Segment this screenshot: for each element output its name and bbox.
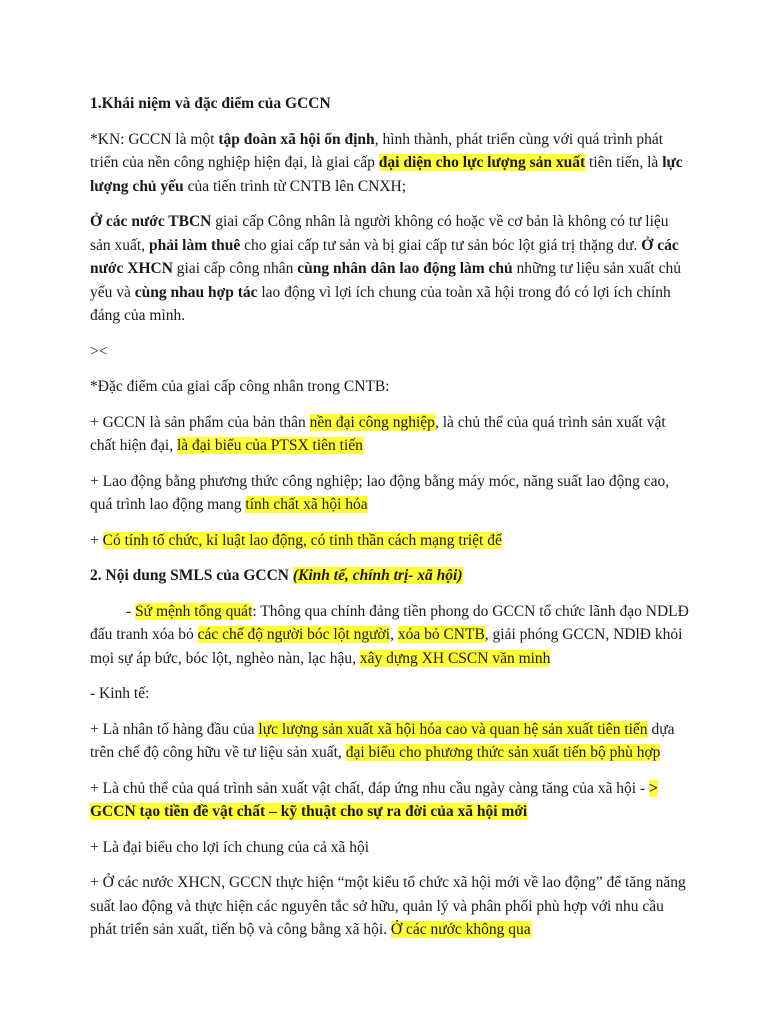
text-run: của tiến trình từ CNTB lên CNXH; bbox=[183, 177, 407, 195]
text-run: *KN: GCCN là một bbox=[90, 130, 219, 148]
bold-run: Ở các nước XHCN bbox=[90, 236, 679, 277]
highlight-run: các chế độ người bóc lột người bbox=[197, 626, 391, 643]
highlight-run: đại diện cho lực lượng sản xuất bbox=[378, 154, 586, 171]
text-run: lao động vì lợi ích chung của toàn xã hội trong đó có lợi ích chính đáng của mình. bbox=[90, 283, 671, 324]
bold-run: phải làm thuê bbox=[148, 236, 241, 254]
document-page bbox=[90, 92, 690, 954]
text-run: , giải phóng GCCN, NDlĐ khỏi mọi sự áp bức, bóc lột, nghèo nàn, lạc hậu, bbox=[90, 626, 683, 667]
general-mission-paragraph bbox=[90, 600, 690, 671]
text-run: giai cấp công nhân bbox=[172, 260, 298, 277]
characteristics-title: *Đặc điểm của giai cấp công nhân trong CNTB: bbox=[90, 378, 390, 395]
economy-item-2 bbox=[90, 777, 690, 824]
text-run: những tư liệu sản xuất chủ yếu và bbox=[90, 260, 681, 301]
bold-run: lực lượng chủ yếu bbox=[90, 154, 683, 195]
text-run: + Là nhân tố hàng đầu của bbox=[90, 720, 259, 738]
highlight-run: là đại biểu của PTSX tiên tiến bbox=[176, 437, 363, 454]
characteristic-item-3 bbox=[90, 529, 690, 553]
highlight-run: (Kinh tế, chính trị- xã hội) bbox=[292, 567, 463, 584]
text-run: : Thông qua chính đảng tiền phong do GCCN tổ chức lãnh đạo NDLĐ đấu tranh xóa bỏ bbox=[90, 602, 689, 643]
characteristic-item-2 bbox=[90, 470, 690, 517]
highlight-run: Sứ mệnh tổng quát bbox=[135, 602, 253, 620]
bold-run: Ở các nước TBCN bbox=[90, 213, 212, 230]
economy-title: - Kinh tế: bbox=[90, 685, 150, 702]
economy-item-4 bbox=[90, 871, 690, 942]
highlight-run: xây dựng XH CSCN văn minh bbox=[359, 649, 551, 667]
text-run: 2. Nội dung SMLS của GCCN bbox=[90, 567, 293, 584]
text-run: cho giai cấp tư sản và bị giai cấp tư sản bóc lột giá trị thặng dư. bbox=[240, 236, 642, 254]
highlight-run: Ở các nước không qua bbox=[390, 921, 531, 938]
text-run: - bbox=[126, 602, 136, 620]
highlight-run: Có tính tổ chức, kỉ luật lao động, có tinh thần cách mạng triệt để bbox=[102, 531, 502, 549]
text-run: + Là chủ thể của quá trình sản xuất vật chất, đáp ứng nhu cầu ngày càng tăng của xã hội - bbox=[90, 779, 650, 797]
text-run: , bbox=[390, 626, 398, 643]
highlight-run: đại biểu cho phương thức sản xuất tiến bộ phù hợp bbox=[345, 744, 661, 761]
section-2-title bbox=[90, 564, 690, 588]
bold-run: cùng nhau hợp tác bbox=[134, 283, 258, 301]
text-run: + Ở các nước XHCN, GCCN thực hiện “một kiểu tổ chức xã hội mới về lao động” để tăng năng suất lao động và thực hiện các nguyên tắc sở hữu, quản lý và phân phối phù hợp với nhu cầu phát triển sản xuất, tiến bộ và công bằng xã hội. bbox=[90, 874, 686, 938]
text-run: , là chủ thể của quá trình sản xuất vật chất hiện đại, bbox=[90, 413, 666, 454]
kn-paragraph bbox=[90, 128, 690, 199]
text-run: dựa trên chế độ công hữu về tư liệu sản xuất, bbox=[90, 720, 675, 761]
section-1-title: 1.Khái niệm và đặc điểm của GCCN bbox=[90, 95, 331, 112]
characteristic-item-1 bbox=[90, 411, 690, 458]
text-run: , hình thành, phát triển cùng với quá trình phát triển của nền công nghiệp hiện đại, là giai cấp bbox=[90, 130, 664, 171]
bold-run: cùng nhân dân lao động làm chủ bbox=[297, 260, 513, 277]
text-run: + bbox=[90, 531, 103, 549]
economy-item-3: + Là đại biểu cho lợi ích chung của cả xã hội bbox=[90, 838, 370, 856]
text-run: tiên tiến, là bbox=[585, 154, 663, 171]
text-run: giai cấp Công nhân là người không có hoặc về cơ bản là không có tư liệu sản xuất, bbox=[90, 213, 669, 254]
text-run: + Lao động bằng phương thức công nghiệp; lao động bằng máy móc, năng suất lao động cao, quá trình lao động mang bbox=[90, 472, 670, 513]
highlight-run: xóa bỏ CNTB bbox=[397, 626, 485, 643]
highlight-run: tính chất xã hội hóa bbox=[245, 496, 368, 513]
text-run: + GCCN là sản phẩm của bản thân bbox=[90, 413, 310, 431]
bold-run: tập đoàn xã hội ổn định bbox=[218, 130, 375, 148]
highlight-run: > GCCN tạo tiền đề vật chất – kỹ thuật cho sự ra đời của xã hội mới bbox=[90, 779, 658, 820]
economy-item-1 bbox=[90, 718, 690, 765]
separator-text: >< bbox=[90, 342, 108, 360]
highlight-run: nền đại công nghiệp bbox=[309, 413, 435, 431]
highlight-run: lực lượng sản xuất xã hội hóa cao và quan hệ sản xuất tiên tiến bbox=[258, 720, 648, 738]
tbcn-paragraph bbox=[90, 210, 690, 328]
